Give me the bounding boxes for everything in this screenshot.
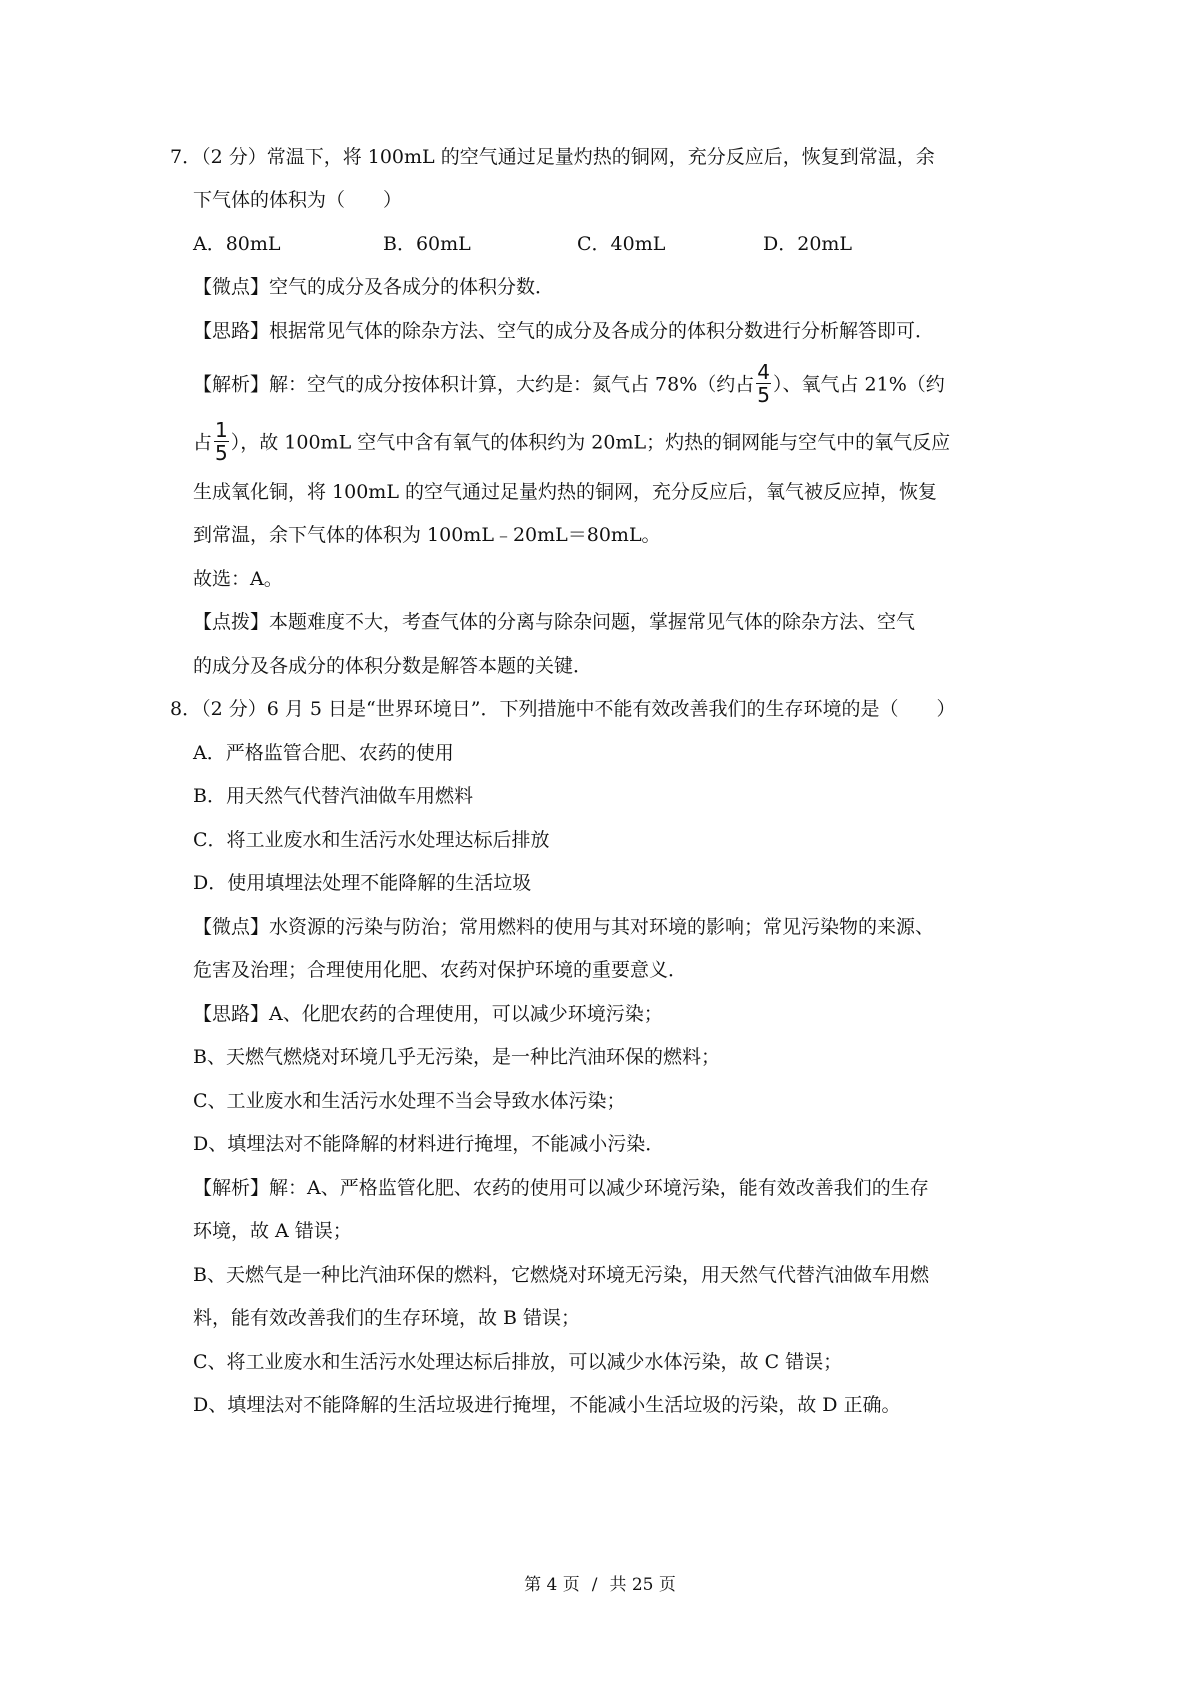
fraction-numerator: 4 [757, 360, 771, 384]
q7-stem-line2: 下气体的体积为（ ） [193, 189, 403, 211]
q7-jiexi-line1-tail: ）、氧气占 21%（约 [773, 373, 945, 396]
q8-option-d: D．使用填埋法处理不能降解的生活垃圾 [193, 872, 532, 894]
q8-jiexi-line6: D、填埋法对不能降解的生活垃圾进行掩埋，不能减小生活垃圾的污染，故 D 正确。 [193, 1394, 901, 1416]
page-number-separator: / [591, 1575, 598, 1595]
fraction-four-fifths [756, 361, 771, 406]
q7-jiexi-line2 [193, 418, 951, 466]
q7-stem-line1: 7．（2 分）常温下，将 100mL 的空气通过足量灼热的铜网，充分反应后，恢复到常温，余 [170, 146, 935, 168]
q7-jiexi-line2-text: ），故 100mL 空气中含有氧气的体积约为 20mL；灼热的铜网能与空气中的氧气反应 [230, 431, 951, 454]
fraction-denominator: 5 [757, 383, 771, 407]
q7-weidian: 【微点】空气的成分及各成分的体积分数． [193, 276, 555, 298]
q7-answer: 故选：A。 [193, 568, 283, 590]
q8-stem: 8．（2 分）6 月 5 日是“世界环境日”．下列措施中不能有效改善我们的生存环境的是（ ） [170, 698, 956, 720]
q8-jiexi-line2: 环境，故 A 错误； [193, 1220, 352, 1242]
q7-jiexi-line4: 到常温，余下气体的体积为 100mL﹣20mL＝80mL。 [193, 524, 661, 546]
q7-jiexi-line1-text: 【解析】解：空气的成分按体积计算，大约是：氮气占 78%（约占 [193, 373, 755, 396]
q8-silu-line2: B、天燃气燃烧对环境几乎无污染，是一种比汽油环保的燃料； [193, 1046, 720, 1068]
q8-jiexi-line4: 料，能有效改善我们的生存环境，故 B 错误； [193, 1307, 581, 1329]
q8-option-a: A．严格监管合肥、农药的使用 [193, 742, 454, 764]
q8-option-c: C．将工业废水和生活污水处理达标后排放 [193, 829, 550, 851]
page-footer [0, 1573, 1200, 1597]
q8-silu-line1: 【思路】A、化肥农药的合理使用，可以减少环境污染； [193, 1003, 663, 1025]
fraction-numerator: 1 [215, 418, 228, 442]
page-number-current: 第 4 页 [524, 1575, 580, 1595]
q8-jiexi-line3: B、天燃气是一种比汽油环保的燃料，它燃烧对环境无污染，用天然气代替汽油做车用燃 [193, 1264, 929, 1286]
page-number-total: 共 25 页 [609, 1575, 676, 1595]
q8-jiexi-line5: C、将工业废水和生活污水处理达标后排放，可以减少水体污染，故 C 错误； [193, 1351, 843, 1373]
q8-silu-line3: C、工业废水和生活污水处理不当会导致水体污染； [193, 1090, 626, 1112]
q7-option-c: C．40mL [577, 233, 666, 255]
q7-option-b: B．60mL [383, 233, 471, 255]
fraction-one-fifth [214, 419, 229, 464]
q7-silu: 【思路】根据常见气体的除杂方法、空气的成分及各成分的体积分数进行分析解答即可． [193, 320, 935, 342]
q8-weidian-line2: 危害及治理；合理使用化肥、农药对保护环境的重要意义． [193, 959, 688, 981]
q7-option-d: D．20mL [763, 233, 853, 255]
q7-dianbo-line1: 【点拨】本题难度不大，考查气体的分离与除杂问题，掌握常见气体的除杂方法、空气 [193, 611, 916, 633]
fraction-denominator: 5 [215, 441, 228, 465]
q7-jiexi-line3: 生成氧化铜，将 100mL 的空气通过足量灼热的铜网，充分反应后，氧气被反应掉，恢复 [193, 481, 937, 503]
q8-silu-line4: D、填埋法对不能降解的材料进行掩埋，不能减小污染． [193, 1133, 665, 1155]
q7-jiexi-line1 [193, 360, 945, 408]
q8-jiexi-line1: 【解析】解：A、严格监管化肥、农药的使用可以减少环境污染，能有效改善我们的生存 [193, 1177, 929, 1199]
q7-option-a: A．80mL [193, 233, 281, 255]
q7-dianbo-line2: 的成分及各成分的体积分数是解答本题的关键． [193, 655, 593, 677]
q8-weidian-line1: 【微点】水资源的污染与防治；常用燃料的使用与其对环境的影响；常见污染物的来源、 [193, 916, 935, 938]
q8-option-b: B．用天然气代替汽油做车用燃料 [193, 785, 473, 807]
q7-jiexi-line2-head: 占 [193, 431, 213, 454]
